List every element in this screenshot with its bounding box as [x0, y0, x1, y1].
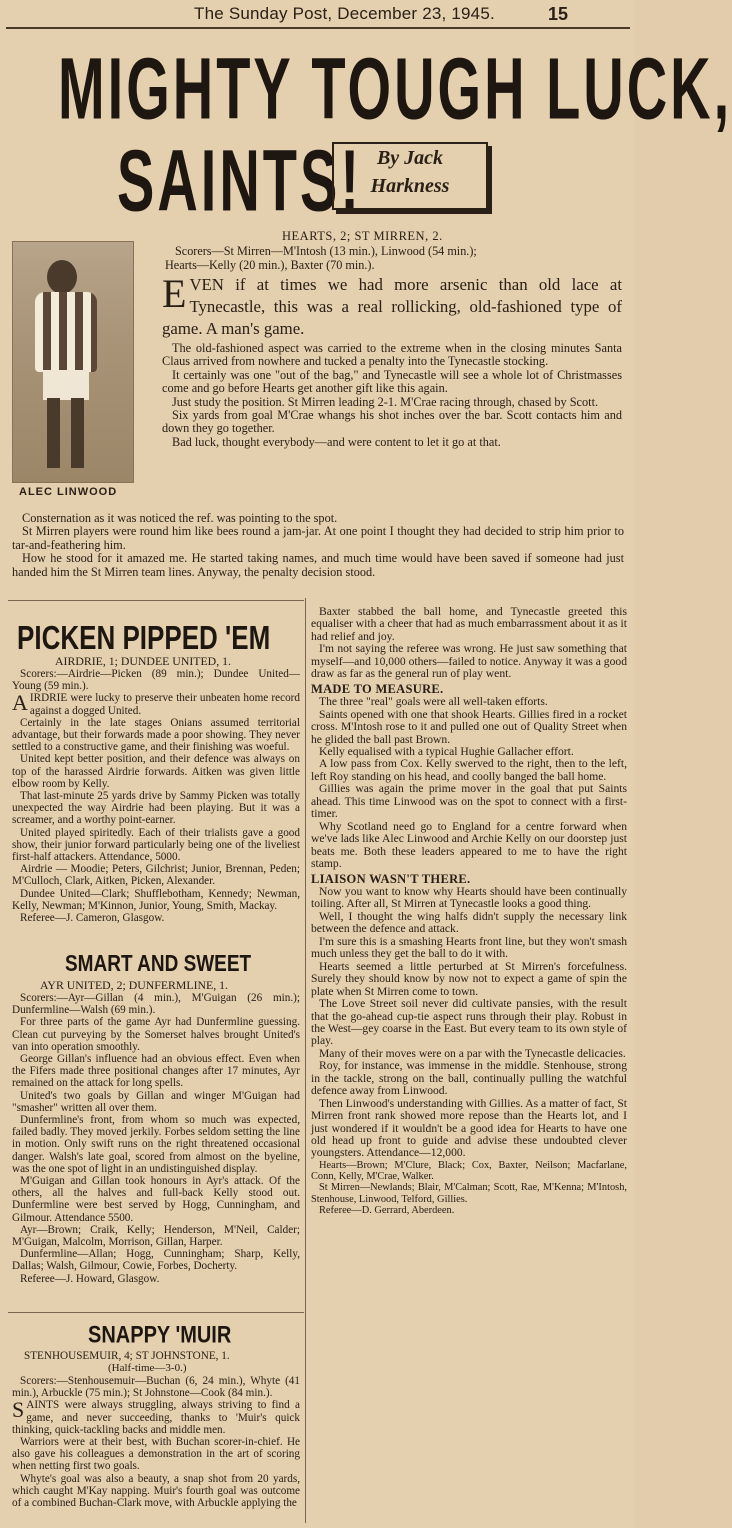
- top-rule: [6, 27, 630, 29]
- referee-line: Referee—D. Gerrard, Aberdeen.: [319, 1204, 455, 1216]
- story-paragraph: United kept better position, and their defence was always on top of the harassed Airdrie forwards. Aitken was given little elbow room by Kelly.: [12, 753, 300, 790]
- byline-line-2: Harkness: [370, 175, 450, 197]
- subheading-liaison: LIAISON WASN'T THERE.: [311, 871, 471, 886]
- team-line: Ayr—Brown; Craik, Kelly; Henderson, M'Neil, Calder; M'Guigan, Malcolm, Morrison, Gillan, Harper.: [12, 1223, 300, 1249]
- main-paragraph: The old-fashioned aspect was carried to the extreme when in the closing minutes Santa Claus arrived from nowhere and tucked a penalty into the Tynecastle stocking.: [162, 341, 622, 369]
- story-paragraph: Kelly equalised with a typical Hughie Gallacher effort.: [319, 744, 574, 758]
- scorers-line: Scorers:—Stenhousemuir—Buchan (6, 24 min.), Whyte (41 min.), Arbuckle (75 min.); St Johnstone—Cook (84 min.).: [12, 1375, 300, 1400]
- story-paragraph: Well, I thought the wing halfs didn't supply the necessary link between the defence and attack.: [311, 909, 627, 936]
- team-line: Dunfermline—Allan; Hogg, Cunningham; Sharp, Kelly, Dallas; Walsh, Gilmour, Cowie, Forbes, Docherty.: [12, 1248, 300, 1273]
- section-score-picken: AIRDRIE, 1; DUNDEE UNITED, 1.: [55, 654, 231, 668]
- referee-line: Referee—J. Cameron, Glasgow.: [20, 912, 165, 925]
- story-paragraph: Gillies was again the prime mover in the goal that put Saints ahead. This time Linwood was on the spot to connect with a first-timer.: [311, 782, 627, 821]
- main-paragraph: Bad luck, thought everybody—and were content to let it go at that.: [172, 434, 501, 449]
- main-story-lower: [12, 512, 624, 579]
- masthead: [0, 4, 634, 26]
- story-paragraph: Now you want to know why Hearts should have been continually toiling. After all, St Mirren at Tynecastle looks a good thing.: [311, 884, 627, 911]
- lead-paragraph: [162, 271, 622, 340]
- referee-line: Referee—J. Howard, Glasgow.: [20, 1272, 160, 1285]
- scorers-line: Scorers:—Airdrie—Picken (89 min.); Dundee United—Young (59 min.).: [12, 668, 300, 693]
- team-line: Hearts—Brown; M'Clure, Black; Cox, Baxter, Neilson; Macfarlane, Conn, Kelly, M'Crae, Walker.: [311, 1159, 627, 1183]
- story-paragraph: Warriors were at their best, with Buchan scorer-in-chief. He also gave his colleagues a demonstration in the art of scoring when netting first two goals.: [12, 1436, 300, 1473]
- headline-line-2: SAINTS!: [117, 131, 362, 230]
- story-paragraph: Roy, for instance, was immense in the middle. Stenhouse, strong in the tackle, strong on the ball, continually pulling the watchful defence away from Linwood.: [311, 1059, 627, 1098]
- section-heading-picken: PICKEN PIPPED 'EM: [17, 618, 271, 657]
- subheading-made-to-measure: MADE TO MEASURE.: [311, 681, 444, 696]
- main-score: HEARTS, 2; ST MIRREN, 2.: [282, 229, 443, 243]
- story-paragraph: United's two goals by Gillan and winger M'Guigan had "smasher" written all over them.: [12, 1089, 300, 1114]
- main-story-upper: [162, 342, 622, 449]
- main-story-continued: [311, 606, 627, 1216]
- story-paragraph: Whyte's goal was also a beauty, a snap shot from 20 yards, which caught M'Kay napping. Muir's fourth goal was outcome of a combined Buchan-Clark move, with Arbuckle applying the: [12, 1472, 300, 1510]
- section-score-smart: AYR UNITED, 2; DUNFERMLINE, 1.: [40, 978, 228, 992]
- page-number: 15: [548, 4, 569, 24]
- main-paragraph: It certainly was one "out of the bag," and Tynecastle will see a whole lot of Christmasses come and go before Hearts get another gift like this again.: [162, 367, 622, 396]
- headline-line-1: MIGHTY TOUGH LUCK,: [58, 39, 732, 138]
- story-paragraph: Then Linwood's understanding with Gillies. As a matter of fact, St Mirren front rank showed more repose than the Hearts lot, and I just wondered if it wouldn't be a good idea for Hearts to have one old head up front to guide and advise these undoubted clever youngsters. Attendance—12,000.: [311, 1096, 627, 1160]
- story-paragraph: Why Scotland need go to England for a centre forward when we've lads like Alec Linwood and Archie Kelly on our doorstep just beats me. Both these leaders appeared to me to have the right stamp.: [311, 819, 627, 871]
- column-divider: [305, 598, 306, 1523]
- drop-cap: A: [12, 690, 28, 716]
- section-heading-smart: SMART AND SWEET: [65, 952, 252, 978]
- story-paragraph: M'Guigan and Gillan took honours in Ayr's attack. Of the others, all the halves and full-back Kelly stood out. Dunfermline were best served by Hogg, Cunningham, and Gilmour. Attendance 5500.: [12, 1175, 300, 1224]
- byline-line-1: By Jack: [376, 147, 444, 169]
- main-scorers-1: Scorers—St Mirren—M'Intosh (13 min.), Linwood (54 min.);: [175, 244, 477, 258]
- team-line: Dundee United—Clark; Shufflebotham, Kennedy; Newman, Kelly, Newman; M'Kinnon, Junior, Young, Smith, Mackay.: [12, 887, 300, 912]
- main-paragraph: Consternation as it was noticed the ref. was pointing to the spot.: [22, 511, 338, 525]
- story-paragraph: The Love Street soil never did cultivate pansies, with the result that the go-ahead cup-tie aspect runs through their play. Robust in the West—gey coarse in the East. But every team to its own style of play.: [311, 997, 627, 1048]
- drop-cap: S: [12, 1397, 25, 1423]
- main-paragraph: St Mirren players were round him like bees round a jam-jar. At one point I thought they had decided to strip him prior to tar-and-feathering him.: [12, 524, 624, 552]
- story-paragraph: SAINTS were always struggling, always striving to find a game, and never succeeding, thanks to 'Muir's quick thinking, quick-tackling backs and middle men.: [12, 1397, 300, 1436]
- story-paragraph: Saints opened with one that shook Hearts. Gillies fired in a rocket cross. M'Intosh rose to it and pulled one out of Quality Street when he glided the ball past Brown.: [311, 707, 627, 746]
- main-scorers-2: Hearts—Kelly (20 min.), Baxter (70 min.).: [165, 258, 375, 272]
- team-line: Airdrie — Moodie; Peters, Gilchrist; Junior, Brennan, Peden; M'Culloch, Clark, Aitken, Picken, Alexander.: [12, 863, 300, 888]
- main-paragraph: How he stood for it amazed me. He started taking names, and much time would have been saved if someone had just handed him the St Mirren team lines. Anyway, the penalty decision stood.: [12, 551, 624, 579]
- story-paragraph: I'm not saying the referee was wrong. He just saw something that myself—and 10,000 others—failed to notice. Anyway it was a good draw as far as the general run of play went.: [311, 642, 627, 681]
- byline-box: [332, 142, 488, 210]
- story-paragraph: Dunfermline's front, from whom so much was expected, failed badly. They moved jerkily. Forbes seldom setting the line in motion. Only swift runs on the right threatened occasional danger. Walsh's late goal, scored from almost on the byeline, was the one spot of light in an undistinguished display.: [12, 1114, 300, 1175]
- story-paragraph: Baxter stabbed the ball home, and Tynecastle greeted this equaliser with a cheer that had as much embarrassment about it as it had relief and joy.: [311, 605, 627, 643]
- player-photo: [12, 241, 134, 483]
- half-time-line: (Half-time—3-0.): [108, 1362, 187, 1374]
- story-paragraph: AIRDRIE were lucky to preserve their unbeaten home record against a dogged United.: [12, 690, 300, 717]
- smart-story: [12, 992, 300, 1285]
- story-paragraph: A low pass from Cox. Kelly swerved to the right, then to the left, left Roy standing on his head, and coolly banged the ball home.: [311, 757, 627, 783]
- story-paragraph: Hearts seemed a little perturbed at St Mirren's forcefulness. Surely they should know by now not to expect a game of spin the plate when St Mirren come to town.: [311, 959, 627, 998]
- lead-text: VEN if at times we had more arsenic than old lace at Tynecastle, this was a real rollicking, old-fashioned type of game. A man's game.: [162, 275, 622, 338]
- section-rule: [8, 600, 304, 601]
- picken-story: [12, 668, 300, 924]
- main-paragraph: Just study the position. St Mirren leading 2-1. M'Crae racing through, chased by Scott.: [172, 394, 599, 409]
- snappy-story: [12, 1375, 300, 1509]
- team-line: St Mirren—Newlands; Blair, M'Calman; Scott, Rae, M'Kenna; M'Intosh, Stenhouse, Linwood, Telford, Gillies.: [311, 1182, 627, 1205]
- section-rule: [8, 1312, 304, 1313]
- story-paragraph: For three parts of the game Ayr had Dunfermline guessing. Clean cut purveying by the Somerset halves brought United's van into operation smoothly.: [12, 1016, 300, 1053]
- masthead-title: The Sunday Post, December 23, 1945.: [194, 4, 495, 23]
- story-paragraph: Many of their moves were on a par with the Tynecastle delicacies.: [319, 1046, 626, 1060]
- story-paragraph: Certainly in the late stages Onians assumed territorial advantage, but their forwards made a poor showing. They never settled to a constructive game, and their finishing was woeful.: [12, 716, 300, 754]
- main-paragraph: Six yards from goal M'Crae whangs his shot inches over the bar. Scott contacts him and down they go together.: [162, 408, 622, 436]
- story-paragraph: That last-minute 25 yards drive by Sammy Picken was totally unexpected the way Airdrie had been playing. But it was a screamer, and a worthy point-earner.: [12, 790, 300, 827]
- lead-drop-cap: E: [162, 271, 187, 316]
- story-paragraph: George Gillan's influence had an obvious effect. Even when the Fifers made three positional changes after 17 minutes, Ayr remained on the attack for long spells.: [12, 1053, 300, 1090]
- section-heading-snappy: SNAPPY 'MUIR: [88, 1322, 232, 1349]
- scorers-line: Scorers:—Ayr—Gillan (4 min.), M'Guigan (26 min.); Dunfermline—Walsh (69 min.).: [12, 992, 300, 1017]
- story-paragraph: The three "real" goals were all well-taken efforts.: [319, 695, 548, 709]
- photo-caption: ALEC LINWOOD: [19, 486, 118, 498]
- story-paragraph: I'm sure this is a smashing Hearts front line, but they won't smash much unless they get the ball to do it with.: [311, 934, 627, 961]
- section-score-snappy: STENHOUSEMUIR, 4; ST JOHNSTONE, 1.: [24, 1350, 230, 1362]
- story-paragraph: United played spiritedly. Each of their trialists gave a good show, their junior forward particularly being one of the liveliest first-half attackers. Attendance, 5000.: [12, 826, 300, 864]
